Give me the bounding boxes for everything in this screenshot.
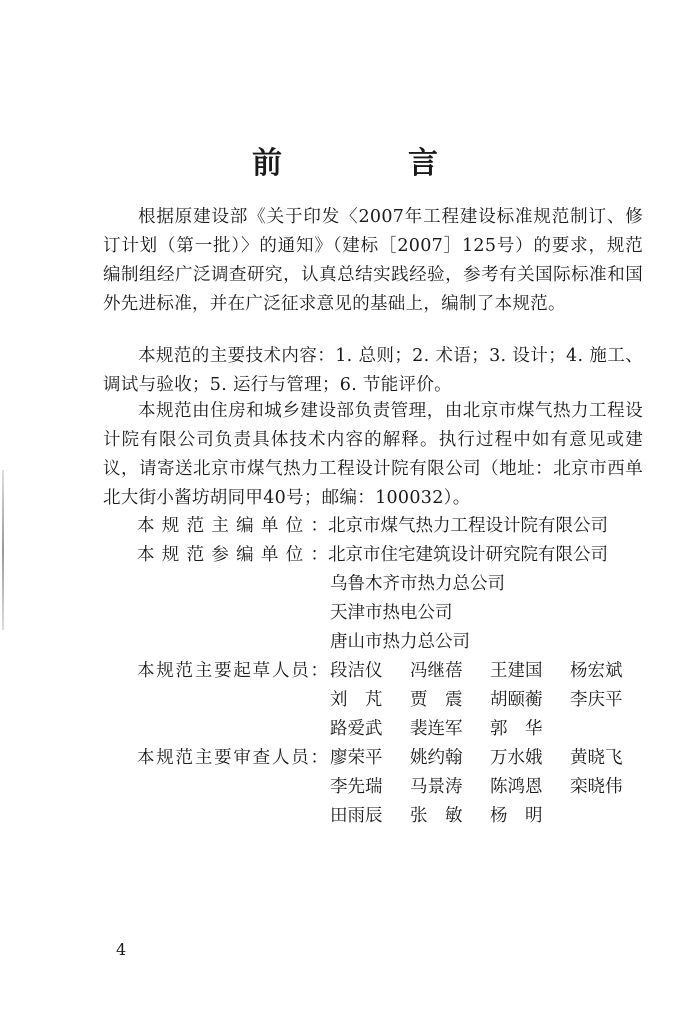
reviewer-name: 万水娥 [490, 748, 543, 768]
drafter-name: 贾 震 [410, 690, 463, 710]
drafter-name: 裴连军 [410, 719, 463, 739]
participating-unit: 北京市住宅建筑设计研究院有限公司 [328, 545, 608, 565]
drafter-name: 胡颐蘅 [490, 690, 543, 710]
participating-unit: 天津市热电公司 [330, 603, 453, 623]
page-number: 4 [116, 940, 127, 959]
reviewer-name: 马景涛 [410, 777, 463, 797]
reviewer-name: 廖荣平 [330, 748, 383, 768]
drafter-name: 杨宏斌 [570, 661, 623, 681]
page-title: 前 言 [252, 146, 486, 181]
reviewers-row [330, 802, 570, 831]
chief-editor-unit: 北京市煤气热力工程设计院有限公司 [328, 516, 608, 536]
paragraph-contents: 本规范的主要技术内容：1. 总则；2. 术语；3. 设计；4. 施工、调试与验收；5. 运行与管理；6. 节能评价。 [103, 346, 643, 395]
reviewer-name: 栾晓伟 [570, 777, 623, 797]
drafter-name: 王建国 [490, 661, 543, 681]
participating-units-row [137, 541, 647, 570]
drafter-name: 冯继蓓 [410, 661, 463, 681]
drafter-name: 段洁仪 [330, 661, 383, 681]
paragraph-background: 根据原建设部《关于印发〈2007年工程建设标准规范制订、修订计划（第一批）〉的通知》（建标［2007］125号）的要求，规范编制组经广泛调查研究，认真总结实践经验，参考有关国际标准和国外先进标准，并在广泛征求意见的基础上，编制了本规范。 [103, 207, 643, 314]
participating-unit: 乌鲁木齐市热力总公司 [330, 574, 505, 594]
chief-editor-label: 本规范主编单位： [137, 516, 328, 536]
reviewer-name: 杨 明 [490, 806, 543, 826]
reviewer-name: 姚约翰 [410, 748, 463, 768]
drafters-row [330, 715, 570, 744]
reviewer-name: 陈鸿恩 [490, 777, 543, 797]
chief-editor-row [137, 512, 647, 541]
reviewers-row [330, 744, 650, 773]
drafter-name: 郭 华 [490, 719, 543, 739]
participating-units-label: 本规范参编单位： [137, 545, 328, 565]
drafters-row [330, 686, 650, 715]
drafter-name: 李庆平 [570, 690, 623, 710]
reviewer-name: 李先瑞 [330, 777, 383, 797]
participating-unit: 唐山市热力总公司 [330, 632, 470, 652]
drafters-label: 本规范主要起草人员： [137, 661, 328, 681]
reviewers-row [330, 773, 650, 802]
drafter-name: 路爱武 [330, 719, 383, 739]
drafters-row [330, 657, 650, 686]
page-edge-shadow [2, 470, 4, 630]
reviewer-name: 黄晓飞 [570, 748, 623, 768]
reviewers-label: 本规范主要审查人员： [137, 748, 328, 768]
paragraph-management: 本规范由住房和城乡建设部负责管理，由北京市煤气热力工程设计院有限公司负责具体技术内容的解释。执行过程中如有意见或建议，请寄送北京市煤气热力工程设计院有限公司（地址：北京市西单北大街小酱坊胡同甲40号；邮编：100032）。 [103, 401, 643, 508]
reviewer-name: 田雨辰 [330, 806, 383, 826]
drafter-name: 刘 芃 [330, 690, 383, 710]
reviewer-name: 张 敏 [410, 806, 463, 826]
